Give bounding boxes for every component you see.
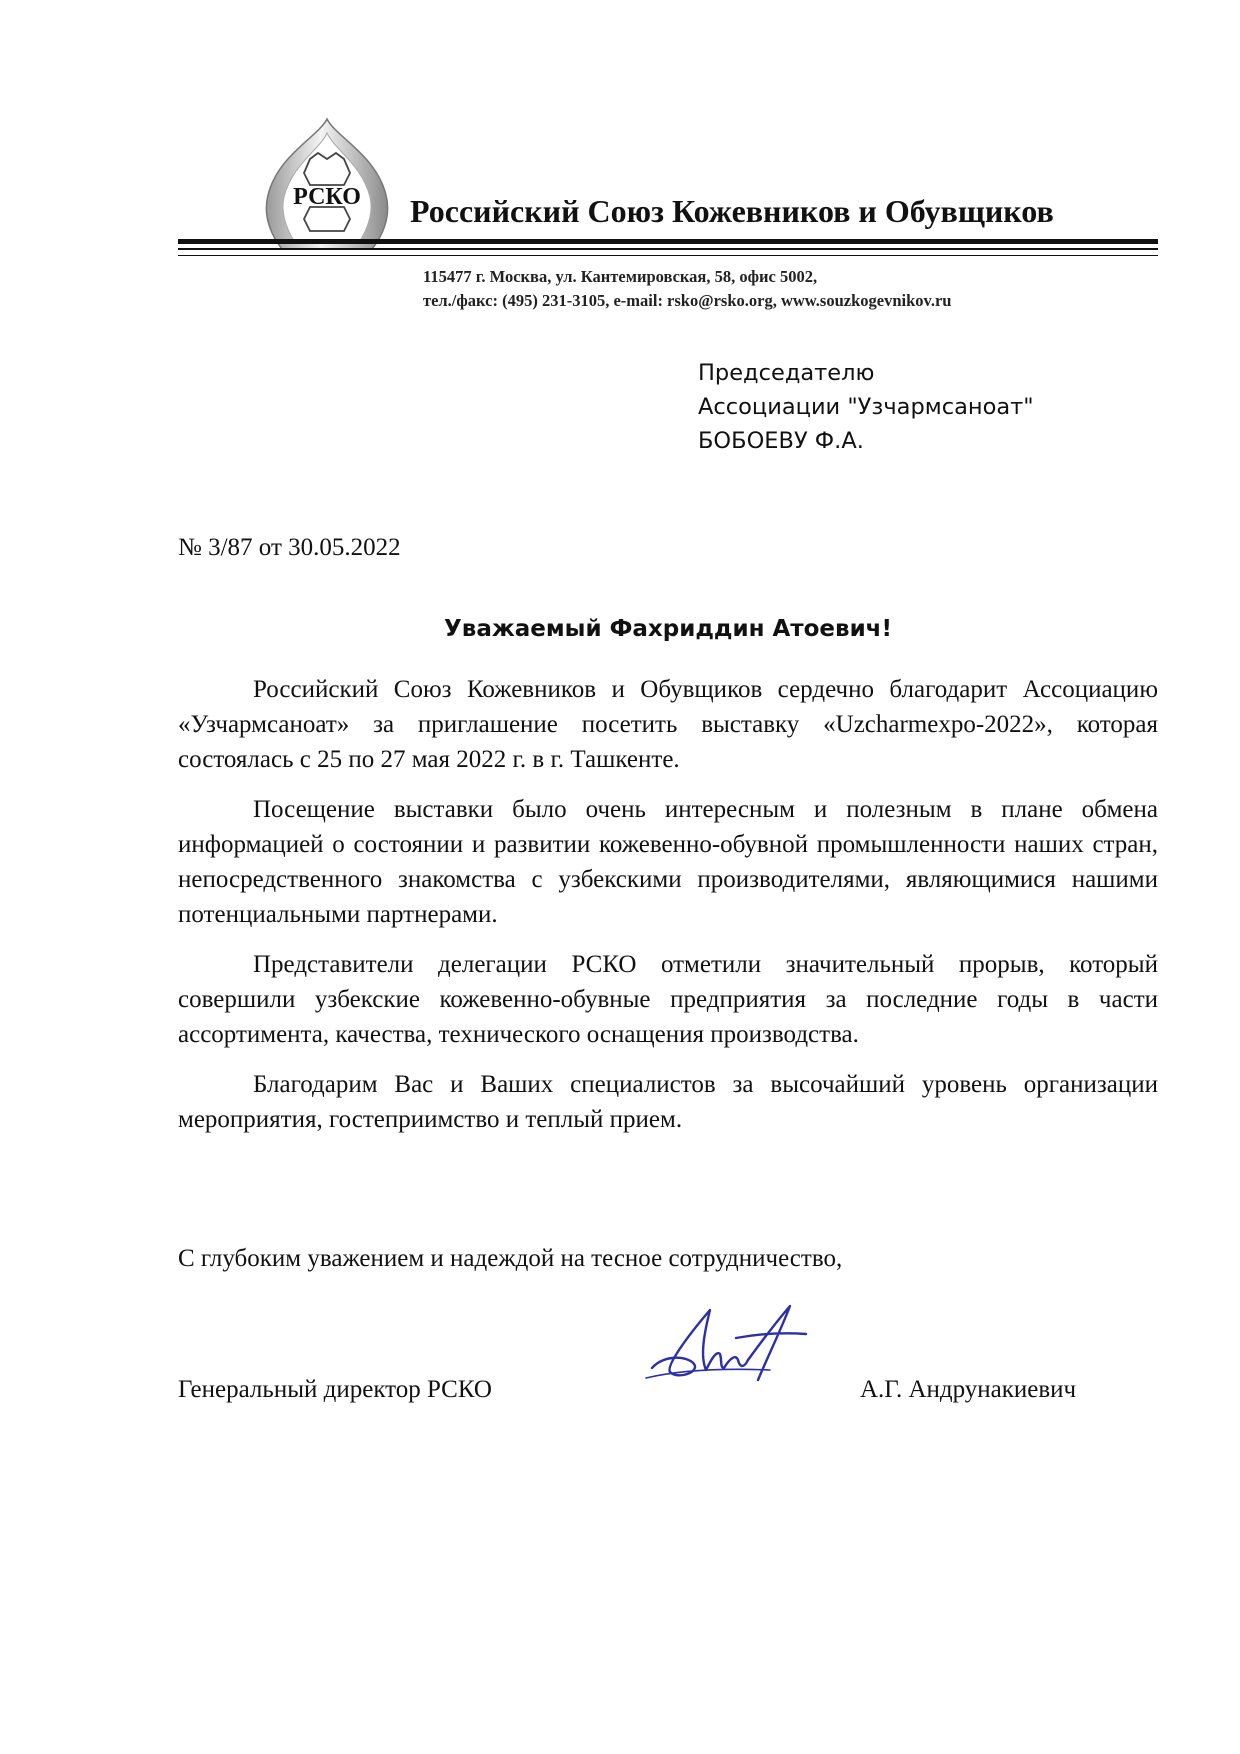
letterhead: [178, 115, 1158, 310]
contact-line: тел./факс: (495) 231-3105, e-mail: rsko@rsko.org, www.souzkogevnikov.ru: [423, 291, 952, 310]
addressee-line: Председателю: [698, 360, 875, 386]
letter-body: [178, 672, 1158, 1152]
letterhead-rule: [178, 248, 1158, 250]
body-paragraph: Российский Союз Кожевников и Обувщиков сердечно благодарит Ассоциацию «Узчармсаноат» за приглашение посетить выставку «Uzcharmexpo-2022», которая состоялась с 25 по 27 мая 2022 г. в г. Ташкенте.: [178, 676, 1158, 773]
organization-name: Российский Союз Кожевников и Обувщиков: [410, 193, 1054, 229]
logo-text: РСКО: [293, 184, 361, 210]
rsko-logo: [248, 115, 406, 255]
body-paragraph: Представители делегации РСКО отметили значительный прорыв, который совершили узбекские кожевенно-обувные предприятия за последние годы в части ассортимента, качества, технического оснащения производства.: [178, 951, 1158, 1048]
letterhead-rule: [178, 255, 1158, 256]
body-paragraph: Благодарим Вас и Ваших специалистов за высочайший уровень организации мероприятия, гостеприимство и теплый прием.: [178, 1071, 1158, 1133]
letterhead-rule: [178, 239, 1158, 244]
closing-phrase: С глубоким уважением и надеждой на тесное сотрудничество,: [178, 1245, 843, 1272]
salutation: Уважаемый Фахриддин Атоевич!: [444, 616, 892, 642]
signatory-title: Генеральный директор РСКО: [178, 1376, 492, 1403]
letterhead-address: [423, 265, 951, 313]
addressee-block: [698, 356, 1034, 458]
address-line: 115477 г. Москва, ул. Кантемировская, 58, офис 5002,: [423, 267, 818, 286]
body-paragraph: Посещение выставки было очень интересным и полезным в плане обмена информацией о состоянии и развитии кожевенно-обувной промышленности наших стран, непосредственного знакомства с узбекскими производителями, являющимися нашими потенциальными партнерами.: [178, 796, 1158, 928]
addressee-line: Ассоциации "Узчармсаноат": [698, 394, 1034, 420]
addressee-line: БОБОЕВУ Ф.А.: [698, 428, 864, 454]
handwritten-signature: [640, 1298, 820, 1403]
signatory-name: А.Г. Андрунакиевич: [860, 1376, 1077, 1403]
letter-reference-number: № 3/87 от 30.05.2022: [178, 534, 401, 561]
